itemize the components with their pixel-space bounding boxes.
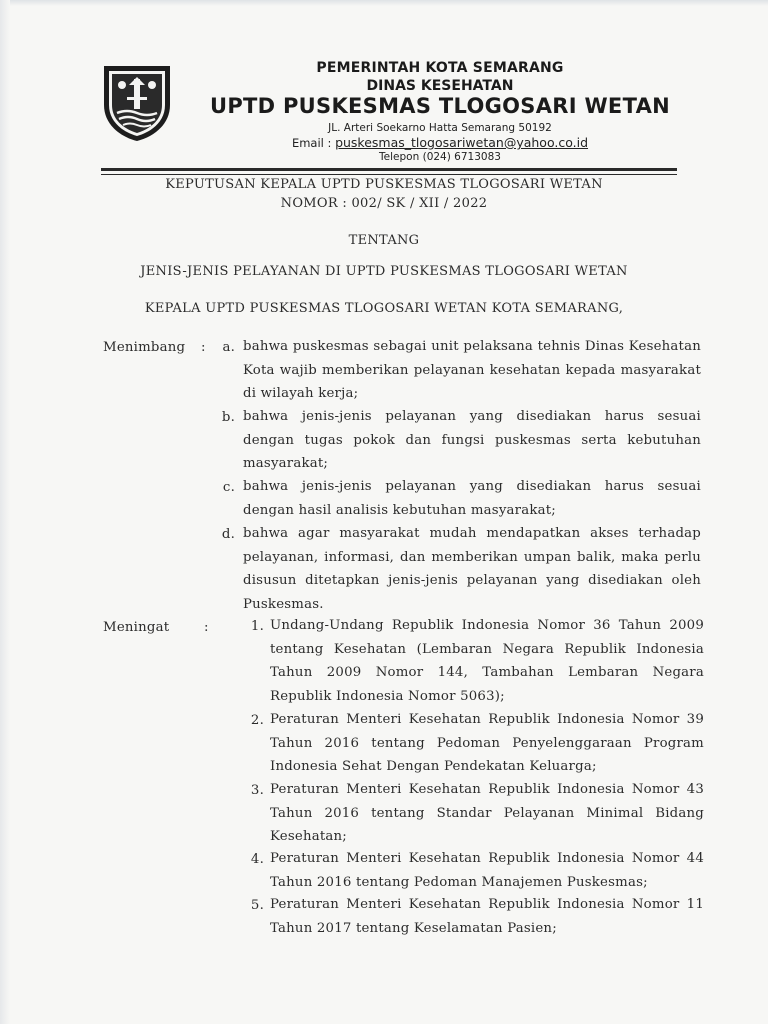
header-divider <box>101 174 677 175</box>
menimbang-letter: a. <box>222 340 235 355</box>
menimbang-letter: b. <box>221 410 235 425</box>
email-label: Email : <box>291 136 332 150</box>
menimbang-letter: d. <box>221 527 235 542</box>
decree-about: TENTANG <box>348 233 420 248</box>
mengingat-colon: : <box>204 620 209 635</box>
header-department: DINAS KESEHATAN <box>366 78 514 94</box>
decree-title: KEPUTUSAN KEPALA UPTD PUSKESMAS TLOGOSARI WETAN <box>165 177 603 192</box>
menimbang-item: bahwa jenis-jenis pelayanan yang disediakan harus sesuai dengan hasil analisis kebutuhan masyarakat; <box>243 479 701 518</box>
scan-edge <box>0 0 10 1024</box>
mengingat-item: Undang-Undang Republik Indonesia Nomor 36 Tahun 2009 tentang Kesehatan (Lembaran Negara Republik Indonesia Tahun 2009 Nomor 144, Tambahan Lembaran Negara Republik Indonesia Nomor 5063); <box>270 618 704 704</box>
scan-edge <box>0 0 768 6</box>
menimbang-letter: c. <box>222 480 235 495</box>
menimbang-colon: : <box>201 340 206 355</box>
menimbang-item: bahwa puskesmas sebagai unit pelaksana tehnis Dinas Kesehatan Kota wajib memberikan pelayanan kesehatan kepada masyarakat di wilayah kerja; <box>243 339 701 401</box>
header-institution: UPTD PUSKESMAS TLOGOSARI WETAN <box>209 94 670 118</box>
menimbang-item: bahwa agar masyarakat mudah mendapatkan akses terhadap pelayanan, informasi, dan memberikan umpan balik, maka perlu disusun ditetapkan jenis-jenis pelayanan yang disediakan oleh Puskesmas. <box>243 526 701 612</box>
mengingat-label: Meningat <box>103 620 170 635</box>
city-emblem-icon <box>101 63 173 143</box>
mengingat-number: 4. <box>250 852 264 867</box>
email-link[interactable]: puskesmas_tlogosariwetan@yahoo.co.id <box>335 135 589 150</box>
mengingat-item: Peraturan Menteri Kesehatan Republik Indonesia Nomor 39 Tahun 2016 tentang Pedoman Penyelenggaraan Program Indonesia Sehat Dengan Pendekatan Keluarga; <box>270 712 704 774</box>
mengingat-number: 5. <box>250 898 264 913</box>
menimbang-label: Menimbang <box>103 340 186 355</box>
mengingat-number: 1. <box>250 619 264 634</box>
header-phone: Telepon (024) 6713083 <box>379 151 501 163</box>
mengingat-item: Peraturan Menteri Kesehatan Republik Indonesia Nomor 11 Tahun 2017 tentang Keselamatan Pasien; <box>270 897 704 936</box>
decree-official: KEPALA UPTD PUSKESMAS TLOGOSARI WETAN KOTA SEMARANG, <box>144 301 624 316</box>
header-divider <box>101 168 677 171</box>
mengingat-item: Peraturan Menteri Kesehatan Republik Indonesia Nomor 44 Tahun 2016 tentang Pedoman Manajemen Puskesmas; <box>270 851 704 890</box>
header-address: JL. Arteri Soekarno Hatta Semarang 50192 <box>328 122 552 134</box>
mengingat-item: Peraturan Menteri Kesehatan Republik Indonesia Nomor 43 Tahun 2016 tentang Standar Pelayanan Minimal Bidang Kesehatan; <box>270 782 704 844</box>
decree-number: NOMOR : 002/ SK / XII / 2022 <box>280 196 488 211</box>
mengingat-number: 2. <box>250 713 264 728</box>
decree-subject: JENIS-JENIS PELAYANAN DI UPTD PUSKESMAS TLOGOSARI WETAN <box>140 264 628 279</box>
header-government: PEMERINTAH KOTA SEMARANG <box>316 60 564 76</box>
header-email-line <box>190 135 690 150</box>
menimbang-item: bahwa jenis-jenis pelayanan yang disediakan harus sesuai dengan tugas pokok dan fungsi puskesmas serta kebutuhan masyarakat; <box>243 409 701 471</box>
mengingat-number: 3. <box>250 783 264 798</box>
